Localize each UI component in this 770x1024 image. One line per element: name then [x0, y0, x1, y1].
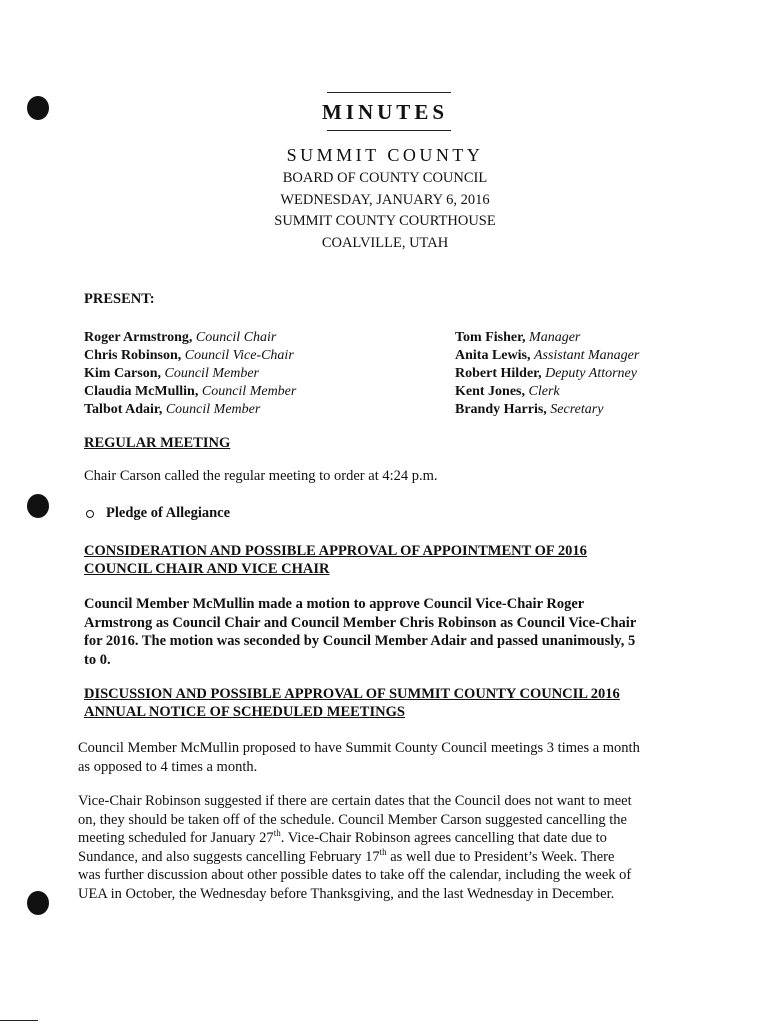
attendee: Talbot Adair, Council Member	[84, 402, 261, 417]
paragraph-line: on, they should be taken off of the schedule. Council Member Carson suggested cancelling the	[78, 811, 627, 828]
attendee: Kent Jones, Clerk	[455, 384, 560, 399]
notice-heading-line1: DISCUSSION AND POSSIBLE APPROVAL OF SUMMIT COUNTY COUNCIL 2016	[84, 686, 620, 702]
attendee: Tom Fisher, Manager	[455, 330, 581, 345]
motion-line: Armstrong as Council Chair and Council Member Chris Robinson as Council Vice-Chair	[84, 614, 637, 631]
paragraph-line: Sundance, and also suggests cancelling February 17th as well due to President’s Week. There	[78, 846, 615, 865]
punch-hole-bottom	[27, 891, 49, 915]
paragraph-line: was further discussion about other possible dates to take off the calendar, including the week of	[78, 867, 632, 884]
regular-meeting-heading: REGULAR MEETING	[84, 435, 231, 451]
present-label: PRESENT:	[84, 291, 155, 307]
attendee: Kim Carson, Council Member	[84, 366, 259, 381]
notice-paragraph-2	[78, 792, 763, 904]
attendee: Claudia McMullin, Council Member	[84, 384, 297, 399]
paragraph-line: meeting scheduled for January 27th. Vice-Chair Robinson agrees cancelling that date due to	[78, 828, 607, 847]
motion-line: to 0.	[84, 651, 111, 668]
attendee: Robert Hilder, Deputy Attorney	[455, 366, 637, 381]
header-line-board: BOARD OF COUNTY COUNCIL	[282, 170, 488, 186]
attendee: Brandy Harris, Secretary	[455, 402, 604, 417]
paragraph-line: Vice-Chair Robinson suggested if there are certain dates that the Council does not want to meet	[78, 793, 632, 809]
paragraph-line: UEA in October, the Wednesday before Thanksgiving, and the last Wednesday in December.	[78, 885, 615, 902]
header-line-location: SUMMIT COUNTY COURTHOUSE	[274, 213, 496, 229]
county-name: SUMMIT COUNTY	[286, 145, 484, 165]
appointment-heading-line2: COUNCIL CHAIR AND VICE CHAIR	[84, 561, 330, 577]
motion-line: for 2016. The motion was seconded by Council Member Adair and passed unanimously, 5	[84, 633, 636, 650]
attendees-left	[84, 329, 424, 419]
notice-heading-line2: ANNUAL NOTICE OF SCHEDULED MEETINGS	[84, 704, 405, 720]
pledge-item: Pledge of Allegiance	[106, 505, 231, 521]
paragraph-line: as opposed to 4 times a month.	[78, 758, 258, 775]
attendee: Roger Armstrong, Council Chair	[84, 330, 277, 345]
attendees-right	[455, 329, 755, 419]
header-line-date: WEDNESDAY, JANUARY 6, 2016	[280, 192, 490, 208]
title-rule-top	[327, 92, 451, 93]
title-rule-bottom	[327, 130, 451, 131]
appointment-motion	[84, 595, 764, 669]
motion-line: Council Member McMullin made a motion to approve Council Vice-Chair Roger	[84, 596, 585, 612]
bullet-icon	[86, 510, 94, 518]
attendee: Anita Lewis, Assistant Manager	[455, 348, 640, 363]
page-title: MINUTES	[321, 100, 449, 124]
regular-meeting-text: Chair Carson called the regular meeting to order at 4:24 p.m.	[84, 468, 438, 484]
notice-paragraph-1	[78, 739, 763, 776]
paragraph-line: Council Member McMullin proposed to have Summit County Council meetings 3 times a month	[78, 740, 640, 756]
appointment-heading-line1: CONSIDERATION AND POSSIBLE APPROVAL OF APPOINTMENT OF 2016	[84, 543, 587, 559]
header-line-city: COALVILLE, UTAH	[321, 235, 449, 251]
punch-hole-middle	[27, 494, 49, 518]
attendee: Chris Robinson, Council Vice-Chair	[84, 348, 294, 363]
scan-edge-mark	[0, 1020, 38, 1021]
